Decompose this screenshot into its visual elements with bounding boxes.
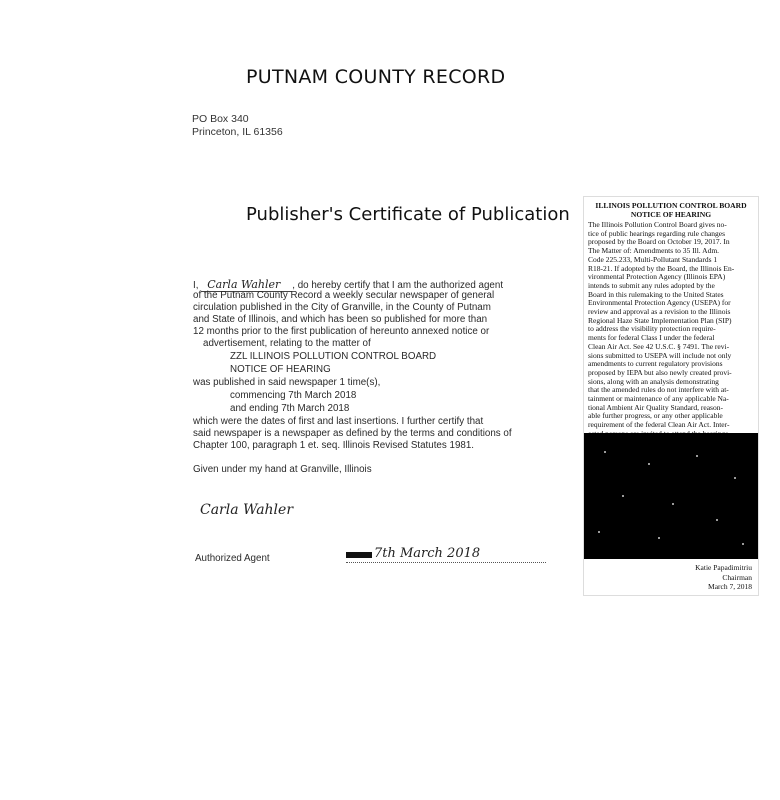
- clipping-line: The Illinois Pollution Control Board gives no-: [588, 220, 727, 229]
- clipping-line: to address the visibility protection require-: [588, 324, 716, 334]
- clipping-line: Code 225.233, Multi-Pollutant Standards 1: [588, 254, 718, 264]
- closing-line-1: which were the dates of first and last insertions. I further certify that: [193, 416, 484, 427]
- clipping-line: sions, along with an analysis demonstrating: [588, 376, 719, 386]
- clipping-line: Regional Haze State Implementation Plan (SIP): [588, 315, 732, 325]
- newspaper-masthead: PUTNAM COUNTY RECORD: [246, 66, 506, 88]
- clipping-line: Board in this rulemaking to the United States: [588, 289, 724, 299]
- authorized-agent-label: Authorized Agent: [195, 553, 270, 564]
- matter-line-1: ZZL ILLINOIS POLLUTION CONTROL BOARD: [230, 351, 437, 362]
- address-line-1: PO Box 340: [192, 113, 249, 125]
- newspaper-clipping: [583, 196, 759, 596]
- clipping-line: intends to submit any rules adopted by the: [588, 280, 715, 290]
- clipping-line: vironmental Protection Agency (Illinois EPA): [588, 272, 726, 282]
- clipping-line: sions submitted to USEPA will include not only: [588, 350, 732, 360]
- clipping-line: ments for federal Class I under the federal: [588, 333, 715, 343]
- clipping-line: able further progress, or any other applicable: [588, 411, 723, 421]
- clipping-line: review and approval as a revision to the Illinois: [588, 307, 731, 317]
- scanned-dark-region: [584, 433, 758, 559]
- published-times-line: was published in said newspaper 1 time(s),: [193, 377, 381, 388]
- clipping-text: [588, 221, 754, 439]
- closing-line-2: said newspaper is a newspaper as defined by the terms and conditions of: [193, 428, 512, 439]
- affidavit-line-1: of the Putnam County Record a weekly secular newspaper of general: [193, 290, 495, 301]
- clipping-line: proposed by the Board on October 19, 2017. In: [588, 237, 730, 247]
- clipping-line: tice of public hearings regarding rule changes: [588, 228, 726, 238]
- handwritten-date: 7th March 2018: [374, 546, 481, 561]
- clipping-heading-2: NOTICE OF HEARING: [630, 210, 712, 219]
- affidavit-line-2: circulation published in the City of Granville, in the County of Putnam: [193, 302, 491, 313]
- closing-line-3: Chapter 100, paragraph 1 et. seq. Illinois Revised Statutes 1981.: [193, 440, 475, 451]
- clipping-date: March 7, 2018: [708, 582, 752, 591]
- intro-suffix: , do hereby certify that I am the authorized agent: [292, 280, 504, 291]
- signer-name-handwritten: Carla Wahler: [201, 278, 292, 292]
- clipping-signer-title: Chairman: [722, 573, 752, 582]
- affidavit-line-5: advertisement, relating to the matter of: [203, 338, 371, 349]
- certificate-title: Publisher's Certificate of Publication: [246, 204, 570, 225]
- affidavit-line-4: 12 months prior to the first publication of hereunto annexed notice or: [193, 326, 490, 337]
- date-signature-line: [346, 548, 546, 563]
- clipping-line: R18-21. If adopted by the Board, the Illinois En-: [588, 263, 735, 273]
- given-under-hand-line: Given under my hand at Granville, Illinois: [193, 464, 372, 475]
- clipping-line: tainment or maintenance of any applicable Na-: [588, 394, 729, 404]
- clipping-line: The Matter of: Amendments to 35 Ill. Adm.: [588, 246, 720, 256]
- redaction-mark: [346, 552, 372, 558]
- commencing-line: commencing 7th March 2018: [230, 390, 357, 401]
- clipping-line: tional Ambient Air Quality Standard, reason-: [588, 402, 723, 412]
- clipping-line: that the amended rules do not interfere with at-: [588, 385, 729, 395]
- address-line-2: Princeton, IL 61356: [192, 126, 283, 138]
- clipping-heading-1: ILLINOIS POLLUTION CONTROL BOARD: [595, 201, 747, 210]
- clipping-signer: Katie Papadimitriu: [695, 563, 752, 572]
- intro-prefix: I,: [193, 280, 199, 291]
- signature: Carla Wahler: [200, 502, 294, 518]
- matter-line-2: NOTICE OF HEARING: [230, 364, 331, 375]
- clipping-line: Clean Air Act. See 42 U.S.C. § 7491. The revi-: [588, 341, 730, 351]
- clipping-line: proposed by IEPA but also newly created provi-: [588, 367, 732, 377]
- clipping-line: amendments to current regulatory provisions: [588, 359, 723, 369]
- clipping-line: requirement of the federal Clean Air Act. Inter-: [588, 420, 730, 430]
- clipping-line: Environmental Protection Agency (USEPA) for: [588, 298, 731, 308]
- affidavit-line-3: and State of Illinois, and which has been so published for more than: [193, 314, 488, 325]
- ending-line: and ending 7th March 2018: [230, 403, 350, 414]
